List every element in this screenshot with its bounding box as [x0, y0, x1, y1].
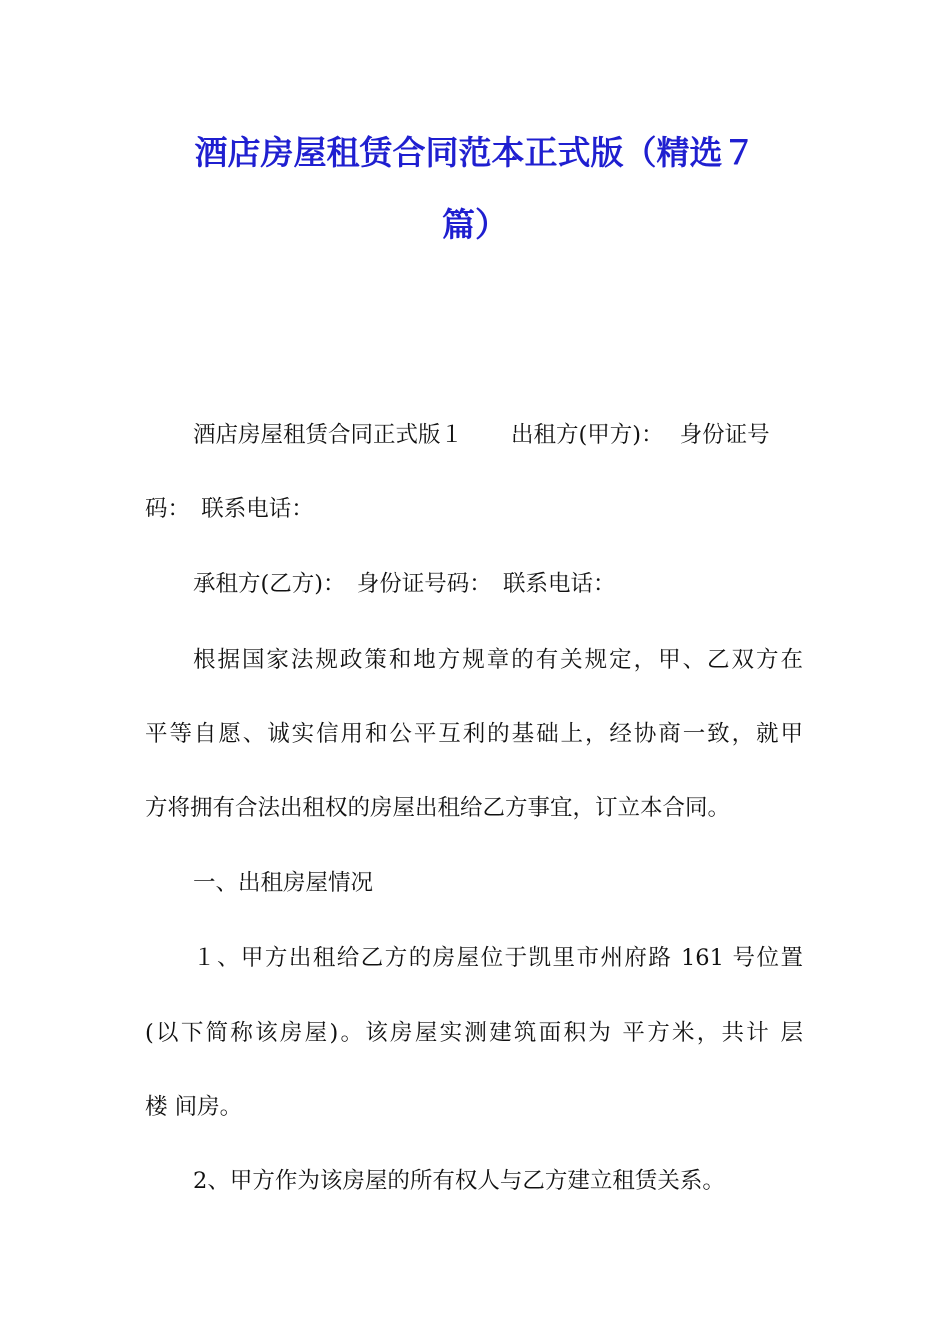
- section-heading-1: 一、出租房屋情况: [193, 870, 374, 896]
- paragraph-1-line-2: 码： 联系电话：: [145, 496, 314, 522]
- id-number-label-start: 身份证号: [679, 422, 770, 448]
- document-title-line-2: 篇）: [442, 205, 508, 244]
- paragraph-1-line-1: [193, 420, 770, 450]
- contract-heading-1: 酒店房屋租赁合同正式版１: [193, 422, 464, 448]
- paragraph-2-lessee: 承租方(乙方)： 身份证号码： 联系电话：: [193, 571, 616, 597]
- item-1-line-2: (以下简称该房屋)。该房屋实测建筑面积为 平方米，共计 层: [145, 1020, 803, 1046]
- item-1-line-3: 楼 间房。: [145, 1094, 243, 1120]
- item-2: 2、甲方作为该房屋的所有权人与乙方建立租赁关系。: [193, 1168, 725, 1194]
- item-1-line-1: １、甲方出租给乙方的房屋位于凯里市州府路 161 号位置: [193, 945, 803, 971]
- paragraph-3-line-1: 根据国家法规政策和地方规章的有关规定，甲、乙双方在: [193, 647, 803, 673]
- lessor-label: 出租方(甲方)：: [511, 422, 664, 448]
- document-title-line-1: 酒店房屋租赁合同范本正式版（精选７: [194, 133, 756, 172]
- paragraph-3-line-3: 方将拥有合法出租权的房屋出租给乙方事宜，订立本合同。: [145, 795, 731, 821]
- paragraph-3-line-2: 平等自愿、诚实信用和公平互利的基础上，经协商一致，就甲: [145, 721, 803, 747]
